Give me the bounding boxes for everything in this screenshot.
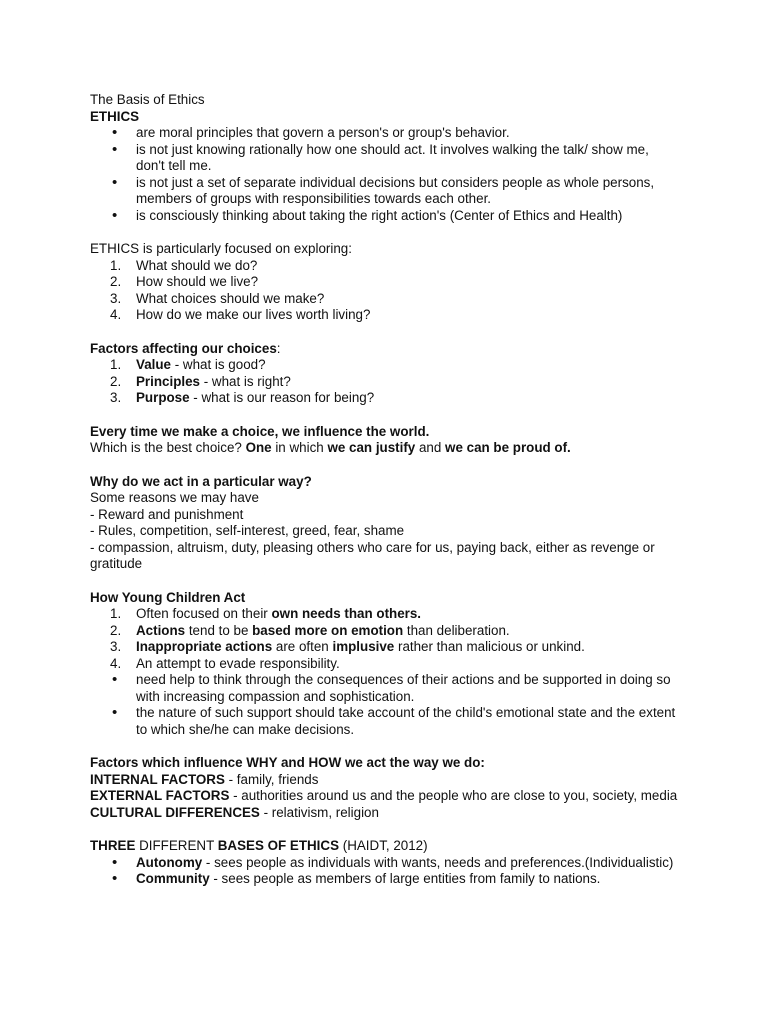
bold-text-run: THREE: [90, 838, 136, 853]
bold-text-run: CULTURAL DIFFERENCES: [90, 804, 260, 820]
numbered-list-item: [90, 623, 678, 640]
bold-text-run: we can be proud of.: [445, 440, 571, 455]
list-item-text: [136, 705, 675, 737]
list-item-text: [136, 357, 266, 372]
numbered-list-item: [90, 357, 678, 374]
bullet-list-item: [90, 125, 678, 142]
bullet-icon: •: [112, 206, 118, 224]
list-item-text: [136, 606, 421, 621]
bold-text-run: Factors affecting our choices: [90, 340, 277, 356]
why-heading: Why do we act in a particular way?: [90, 473, 312, 489]
bold-text-run: INTERNAL FACTORS: [90, 771, 225, 787]
bullet-list-item: [90, 175, 678, 208]
bullet-icon: •: [112, 124, 118, 141]
bold-text-run: One: [245, 440, 272, 455]
list-number: 3.: [110, 639, 122, 654]
bold-text-run: BASES OF ETHICS: [217, 838, 340, 853]
list-number: 3.: [110, 390, 122, 405]
text-run: - relativism, religion: [259, 804, 379, 820]
document-page: [90, 92, 678, 888]
bullet-list-item: [90, 855, 678, 872]
bold-text-run: implusive: [332, 639, 395, 654]
list-item-text: [136, 374, 291, 389]
list-item-text: [136, 125, 510, 140]
bases-bullet-list: [90, 855, 678, 888]
list-item-text: [136, 390, 374, 405]
text-run: What choices should we make?: [136, 290, 325, 306]
why-lines: [90, 490, 678, 573]
text-run: - what is our reason for being?: [189, 390, 375, 405]
text-run: How do we make our lives worth living?: [136, 307, 371, 322]
list-number: 3.: [110, 290, 122, 306]
bold-text-run: Purpose: [136, 390, 190, 405]
text-run: rather than malicious or unkind.: [394, 639, 585, 654]
bullet-icon: •: [112, 870, 118, 887]
influence-heading: Factors which influence WHY and HOW we act the way we do:: [90, 755, 485, 770]
numbered-list-item: [90, 639, 678, 656]
text-run: An attempt to evade responsibility.: [136, 655, 340, 671]
choice-text: [90, 440, 678, 457]
text-run: the nature of such support should take account of the child's emotional state and the extent to which she/he can make decisions.: [136, 705, 676, 737]
children-bullet-list: [90, 672, 678, 738]
list-item-text: [136, 672, 671, 704]
numbered-list-item: [90, 390, 678, 407]
numbered-list-item: [90, 258, 678, 275]
text-run: in which: [271, 440, 328, 455]
text-line: [90, 772, 678, 789]
bullet-list-item: [90, 672, 678, 705]
text-run: are moral principles that govern a person's or group's behavior.: [136, 125, 510, 140]
text-run: is consciously thinking about taking the right action's (Center of Ethics and Health): [136, 207, 623, 223]
text-line: - Reward and punishment: [90, 506, 244, 522]
text-run: and: [415, 440, 446, 455]
exploring-list: [90, 258, 678, 324]
list-item-text: [136, 274, 258, 289]
numbered-list-item: [90, 374, 678, 391]
list-item-text: [136, 656, 340, 671]
text-run: DIFFERENT: [135, 838, 218, 853]
list-number: 1.: [110, 357, 122, 372]
text-line: - Rules, competition, self-interest, greed, fear, shame: [90, 523, 405, 538]
bold-text-run: own needs than others.: [271, 606, 422, 621]
bullet-list-item: [90, 208, 678, 225]
bullet-icon: •: [112, 671, 118, 688]
list-number: 4.: [110, 655, 122, 671]
influence-lines: [90, 772, 678, 822]
list-number: 2.: [110, 274, 122, 289]
bullet-list-item: [90, 705, 678, 738]
list-item-text: [136, 258, 257, 273]
text-line: [90, 788, 678, 805]
list-number: 1.: [110, 257, 122, 273]
children-heading: How Young Children Act: [90, 589, 246, 605]
children-numbered-list: [90, 606, 678, 672]
text-run: - sees people as members of large entities from family to nations.: [209, 871, 601, 886]
numbered-list-item: [90, 606, 678, 623]
list-item-text: [136, 307, 370, 322]
numbered-list-item: [90, 307, 678, 324]
text-line: Some reasons we may have: [90, 490, 259, 505]
bold-text-run: Autonomy: [136, 854, 203, 870]
bold-text-run: we can justify: [327, 440, 416, 455]
text-run: are often: [272, 639, 333, 654]
bullet-icon: •: [112, 173, 118, 191]
text-line: - compassion, altruism, duty, pleasing others who care for us, paying back, either as revenge or gratitude: [90, 539, 655, 571]
list-item-text: [136, 855, 678, 872]
text-run: - authorities around us and the people who are close to you, society, media: [229, 788, 678, 803]
factors-heading: [90, 341, 678, 358]
ethics-bullet-list: [90, 125, 678, 224]
text-run: Often focused on their: [136, 606, 272, 621]
bullet-icon: •: [112, 140, 118, 158]
list-number: 4.: [110, 307, 122, 322]
text-run: is not just a set of separate individual decisions but considers people as whole persons, members of groups with responsibilities towards each other.: [136, 174, 655, 206]
bold-text-run: EXTERNAL FACTORS: [90, 788, 230, 803]
text-run: Which is the best choice?: [90, 440, 246, 455]
list-item-text: [136, 142, 649, 174]
text-run: :: [276, 340, 281, 356]
text-run: How should we live?: [136, 274, 259, 289]
list-item-text: [136, 175, 654, 207]
text-line: [90, 805, 678, 822]
choice-heading: Every time we make a choice, we influence the world.: [90, 423, 430, 439]
bold-text-run: Actions: [136, 622, 186, 638]
text-run: (HAIDT, 2012): [339, 838, 428, 853]
text-run: - sees people as individuals with wants, needs and preferences.(Individualistic): [202, 854, 674, 870]
text-run: - what is right?: [200, 373, 291, 389]
list-item-text: [136, 871, 678, 888]
text-run: What should we do?: [136, 257, 258, 273]
list-number: 2.: [110, 373, 122, 389]
numbered-list-item: [90, 656, 678, 673]
numbered-list-item: [90, 274, 678, 291]
bold-text-run: Inappropriate actions: [136, 639, 273, 654]
list-item-text: [136, 639, 585, 654]
text-run: - family, friends: [224, 771, 319, 787]
exploring-intro: ETHICS is particularly focused on exploring:: [90, 241, 352, 256]
bold-text-run: based more on emotion: [252, 622, 404, 638]
bold-text-run: Principles: [136, 373, 201, 389]
bullet-icon: •: [112, 853, 118, 871]
ethics-heading: ETHICS: [90, 108, 140, 124]
list-number: 2.: [110, 622, 122, 638]
list-item-text: [136, 291, 324, 306]
text-run: - what is good?: [171, 357, 266, 372]
bold-text-run: Community: [136, 871, 210, 886]
list-item-text: [136, 623, 510, 638]
factors-list: [90, 357, 678, 407]
bases-heading: [90, 838, 678, 855]
text-run: tend to be: [185, 622, 253, 638]
list-number: 1.: [110, 606, 122, 621]
bullet-icon: •: [112, 704, 118, 721]
text-run: is not just knowing rationally how one should act. It involves walking the talk/ show me, don't tell me.: [136, 141, 649, 173]
bold-text-run: Value: [136, 357, 171, 372]
list-item-text: [136, 208, 622, 223]
numbered-list-item: [90, 291, 678, 308]
document-title: The Basis of Ethics: [90, 92, 205, 107]
text-run: need help to think through the consequences of their actions and be supported in doing so with increasing compassion and sophistication.: [136, 672, 671, 704]
text-run: than deliberation.: [403, 622, 510, 638]
bullet-list-item: [90, 142, 678, 175]
bullet-list-item: [90, 871, 678, 888]
